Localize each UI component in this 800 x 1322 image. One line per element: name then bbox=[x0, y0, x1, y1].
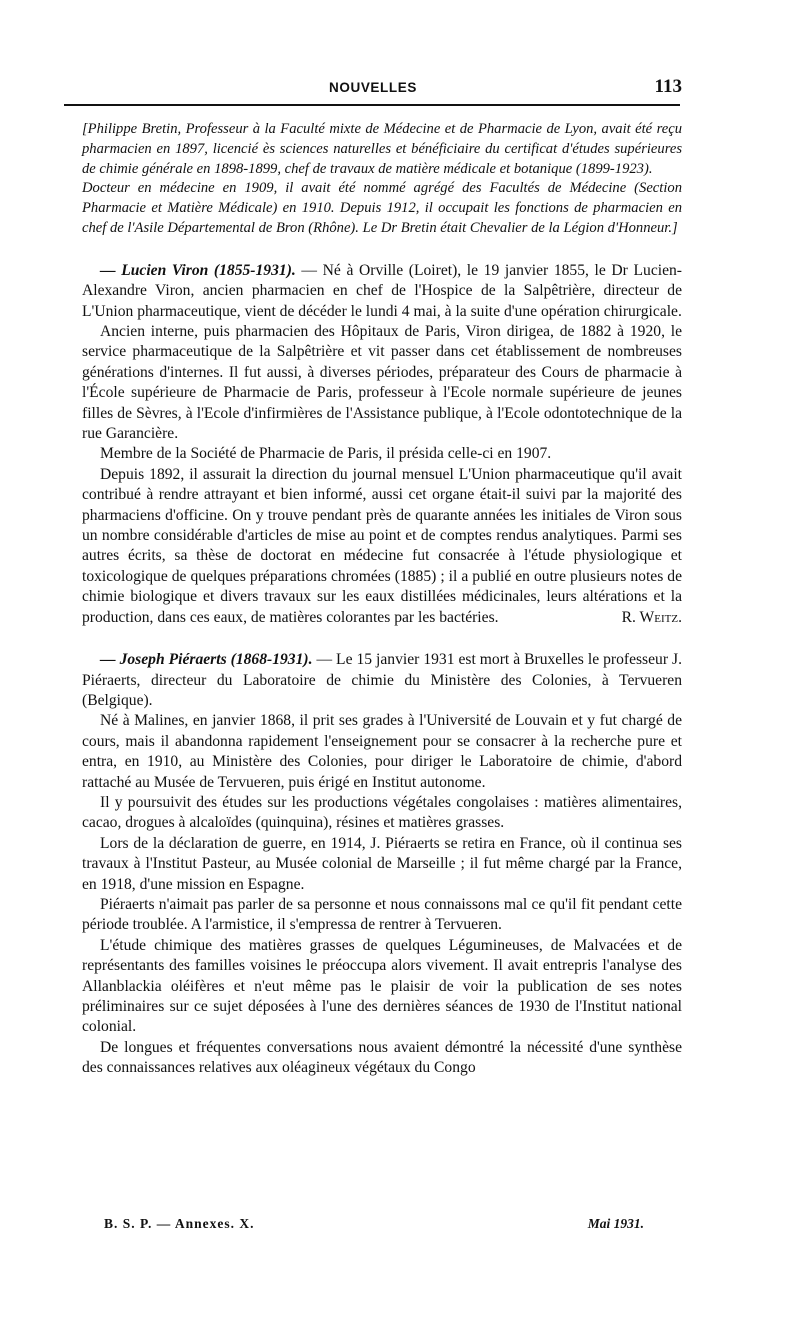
pieraerts-paragraph-3: Il y poursuivit des études sur les productions végétales congolaises : matières alimentaires, cacao, drogues à alcaloïdes (quinquina), résines et matières grasses. bbox=[82, 793, 682, 832]
page-header bbox=[64, 78, 682, 100]
pieraerts-heading: — Joseph Piéraerts (1868-1931). bbox=[100, 651, 313, 669]
running-head: NOUVELLES bbox=[329, 80, 417, 95]
page-body bbox=[82, 120, 682, 1079]
pieraerts-paragraph-5: Piéraerts n'aimait pas parler de sa personne et nous connaissons mal ce qu'il fit pendant cette période troublée. A l'armistice, il s'empressa de rentrer à Tervueren. bbox=[82, 895, 682, 934]
viron-paragraph-2: Ancien interne, puis pharmacien des Hôpitaux de Paris, Viron dirigea, de 1882 à 1920, le service pharmaceutique de la Salpêtrière et vit passer dans cet établissement de nombreuses générations d'internes. Il fut aussi, à diverses périodes, préparateur des Cours de pharmacie à l'École supérieure de Pharmacie de Paris, professeur à l'Ecole normale supérieure de jeunes filles de Sèvres, à l'Ecole d'infirmières de l'Assistance publique, à l'Ecole odontotechnique de la rue Garancière. bbox=[82, 323, 682, 443]
footer-date: Mai 1931. bbox=[587, 1216, 644, 1231]
footer-journal-reference: B. S. P. — Annexes. X. bbox=[104, 1216, 255, 1231]
viron-signature: R. Weitz. bbox=[621, 608, 682, 626]
pieraerts-paragraph-2: Né à Malines, en janvier 1868, il prit ses grades à l'Université de Louvain et y fut chargé de cours, mais il abandonna rapidement l'enseignement pour se consacrer à la recherche pure et entra, en 1910, au Ministère des Colonies, pour diriger le Laboratoire de chimie, d'abord rattaché au Musée de Tervueren, puis érigé en Institut autonome. bbox=[82, 712, 682, 791]
pieraerts-obituary-opening bbox=[82, 650, 682, 711]
pieraerts-paragraph-6: L'étude chimique des matières grasses de quelques Légumineuses, de Malvacées et de représentants des familles voisines le préoccupa alors vivement. Il avait entrepris l'analyse des Allanblackia oléifères et n'eut même pas le plaisir de voir la publication de ses notes préliminaires sur ce sujet déposées à l'une des dernières séances de 1930 de l'Institut national colonial. bbox=[82, 936, 682, 1036]
viron-paragraph-4-text: Depuis 1892, il assurait la direction du journal mensuel L'Union pharmaceutique qu'il avait contribué à rendre attrayant et bien informé, aussi cet organe était-il suivi par la majorité des pharmaciens d'officine. On y trouve pendant près de quarante années les initiales de Viron sous un nombre considérable d'articles de mise au point et de comptes rendus analytiques. Parmi ses autres écrits, sa thèse de doctorat en médecine fut consacrée à l'étude physiologique et toxicologique de quelques préparations chromées (1885) ; il a publié en outre plusieurs notes de chimie biologique et divers travaux sur les eaux distillées médicinales, leurs altérations et la production, dans ces eaux, de matières colorantes par les bactéries. bbox=[82, 465, 682, 626]
viron-paragraph-1: — Né à Orville (Loiret), le 19 janvier 1855, le Dr Lucien-Alexandre Viron, ancien pharmacien en chef de l'Hospice de la Salpêtrière, directeur de L'Union pharmaceutique, vient de décéder le lundi 4 mai, à la suite d'une opération chirurgicale. bbox=[82, 261, 682, 320]
viron-paragraph-4 bbox=[82, 465, 682, 628]
page-number: 113 bbox=[654, 76, 682, 97]
section-gap bbox=[82, 628, 682, 640]
pieraerts-paragraph-1: — Le 15 janvier 1931 est mort à Bruxelles le professeur J. Piéraerts, directeur du Laboratoire de chimie du Ministère des Colonies, à Tervueren (Belgique). bbox=[82, 651, 682, 709]
section-gap bbox=[82, 239, 682, 251]
pieraerts-paragraph-7: De longues et fréquentes conversations nous avaient démontré la nécessité d'une synthèse des connaissances relatives aux oléagineux végétaux du Congo bbox=[82, 1038, 682, 1077]
bretin-note-paragraph-1: [Philippe Bretin, Professeur à la Faculté mixte de Médecine et de Pharmacie de Lyon, avait été reçu pharmacien en 1897, licencié ès sciences naturelles et bénéficiaire du certificat d'études supérieures de chimie générale en 1898-1899, chef de travaux de matière médicale et botanique (1899-1923). bbox=[82, 121, 682, 177]
viron-obituary-opening bbox=[82, 261, 682, 322]
pieraerts-paragraph-4: Lors de la déclaration de guerre, en 1914, J. Piéraerts se retira en France, où il continua ses travaux à l'Institut Pasteur, au Musée colonial de Marseille ; il fut même chargé par la France, en 1918, d'une mission en Espagne. bbox=[82, 834, 682, 893]
bretin-note-paragraph-2: Docteur en médecine en 1909, il avait été nommé agrégé des Facultés de Médecine (Section Pharmacie et Matière Médicale) en 1910. Depuis 1912, il occupait les fonctions de pharmacien en chef de l'Asile Départemental de Bron (Rhône). Le Dr Bretin était Chevalier de la Légion d'Honneur.] bbox=[82, 180, 682, 236]
viron-paragraph-3: Membre de la Société de Pharmacie de Paris, il présida celle-ci en 1907. bbox=[100, 445, 552, 463]
viron-heading: — Lucien Viron (1855-1931). bbox=[100, 261, 296, 279]
header-rule bbox=[64, 104, 680, 106]
